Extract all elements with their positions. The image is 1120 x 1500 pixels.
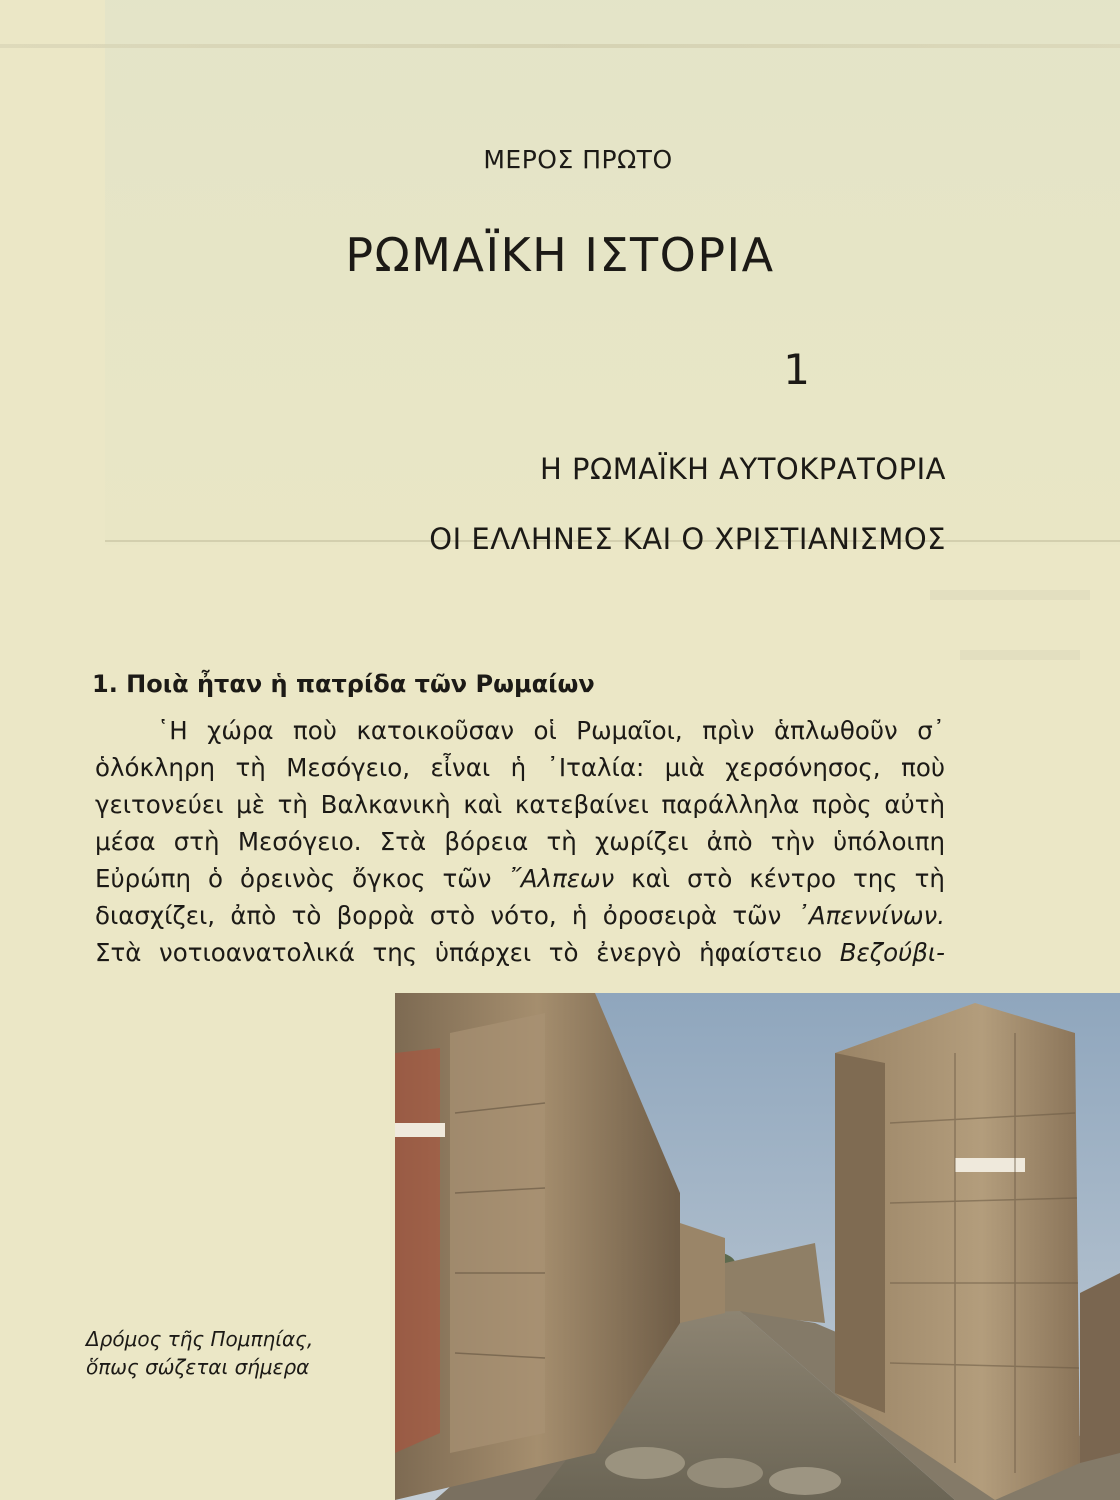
chapter-title-line-2: ΟΙ ΕΛΛΗΝΕΣ ΚΑΙ Ο ΧΡΙΣΤΙΑΝΙΣΜΟΣ xyxy=(429,522,946,556)
chapter-title-line-1: Η ΡΩΜΑΪΚΗ ΑΥΤΟΚΡΑΤΟΡΙΑ xyxy=(540,452,946,486)
body-line: ῾Η χώρα ποὺ κατοικοῦσαν οἱ Ρωμαῖοι, πρὶν ἁπλωθοῦν σ᾽ xyxy=(157,716,945,745)
bleed-through-mark xyxy=(960,650,1080,660)
place-name-apennines: ᾽Απεννίνων. xyxy=(796,901,945,930)
left-wall-pillar xyxy=(450,1013,545,1453)
body-text: διασχίζει, ἀπὸ τὸ βορρὰ στὸ νότο, ἡ ὀροσειρὰ τῶν xyxy=(95,901,782,930)
place-name-alps: ῎Αλπεων xyxy=(508,864,615,893)
body-paragraph xyxy=(95,712,945,971)
chapter-number: 1 xyxy=(783,345,810,394)
stepping-stone xyxy=(687,1458,763,1488)
part-label: ΜΕΡΟΣ ΠΡΩΤΟ xyxy=(483,145,673,174)
photo-illustration xyxy=(395,993,1120,1500)
caption-line-1: Δρόμος τῆς Πομπηίας, xyxy=(86,1327,314,1351)
body-line xyxy=(95,860,945,897)
place-name-vesuvius: Βεζούβι- xyxy=(839,938,945,967)
body-line: ὁλόκληρη τὴ Μεσόγειο, εἶναι ἡ ᾽Ιταλία: μιὰ χερσόνησος, ποὺ xyxy=(95,753,945,782)
body-line xyxy=(95,934,945,971)
top-rule xyxy=(0,44,1120,48)
wall-sign xyxy=(395,1123,445,1137)
far-right-wall xyxy=(1080,1273,1120,1463)
caption-line-2: ὅπως σώζεται σήμερα xyxy=(86,1355,310,1379)
right-wall-side xyxy=(835,1053,885,1413)
body-text: Στὰ νοτιοανατολικά της ὑπάρχει τὸ ἐνεργὸ ἡφαίστειο xyxy=(95,938,823,967)
bleed-through-mark xyxy=(930,590,1090,600)
body-line xyxy=(95,897,945,934)
body-text: Εὐρώπη ὁ ὀρεινὸς ὄγκος τῶν xyxy=(95,864,492,893)
page-title: ΡΩΜΑΪΚΗ ΙΣΤΟΡΙΑ xyxy=(345,228,775,282)
figure-caption xyxy=(86,1325,313,1381)
stepping-stone xyxy=(769,1467,841,1495)
body-line: γειτονεύει μὲ τὴ Βαλκανικὴ καὶ κατεβαίνει παράλληλα πρὸς αὐτὴ xyxy=(95,790,945,819)
red-plaster xyxy=(395,1048,440,1453)
distant-house xyxy=(680,1223,725,1323)
section-heading: 1. Ποιὰ ἦταν ἡ πατρίδα τῶν Ρωμαίων xyxy=(92,670,595,698)
body-line: μέσα στὴ Μεσόγειο. Στὰ βόρεια τὴ χωρίζει ἀπὸ τὴν ὑπόλοιπη xyxy=(95,827,945,856)
body-text: καὶ στὸ κέντρο της τὴ xyxy=(631,864,945,893)
stepping-stone xyxy=(605,1447,685,1479)
pompeii-street-photo xyxy=(395,993,1120,1500)
